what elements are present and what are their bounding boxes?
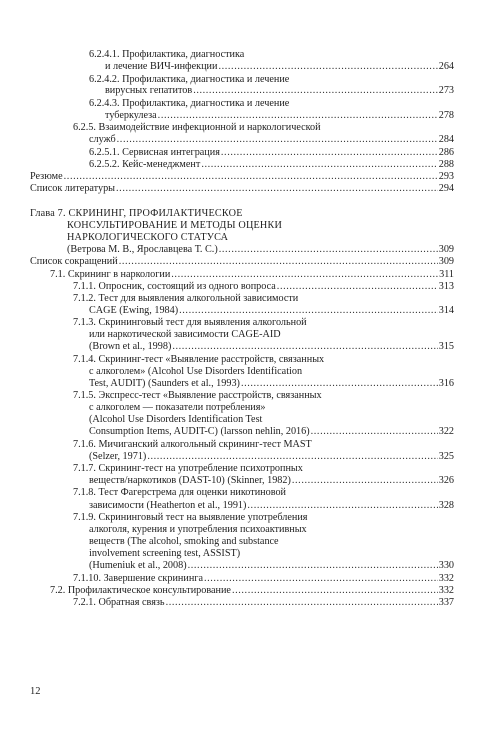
toc-line [89, 341, 454, 352]
toc-entry-title: 7.2.1. Обратная связь [73, 597, 165, 608]
toc-line [89, 134, 454, 145]
toc-page-number: 316 [438, 378, 454, 389]
toc-line: 7.1.2. Тест для выявления алкогольной зависимости [73, 293, 299, 304]
toc-entry-title: Резюме [30, 171, 63, 182]
toc-page-number: 322 [438, 426, 454, 437]
toc-entry-title: Список сокращений [30, 256, 118, 267]
toc-line [89, 159, 454, 170]
dot-leader [204, 573, 438, 584]
toc-entry-title: CAGE (Ewing, 1984) [89, 305, 179, 316]
dot-leader [221, 147, 438, 158]
toc-page-number: 293 [438, 171, 454, 182]
toc-line [89, 475, 454, 486]
toc-entry-title: (Humeniuk et al., 2008) [89, 560, 187, 571]
toc-page-number: 273 [438, 85, 454, 96]
toc-page-number: 294 [438, 183, 454, 194]
toc-page-number: 328 [438, 500, 454, 511]
toc-line [73, 281, 454, 292]
dot-leader [116, 183, 438, 194]
toc-page-number: 314 [438, 305, 454, 316]
toc-line [89, 426, 454, 437]
toc-page-number: 337 [438, 597, 454, 608]
dot-leader [219, 244, 438, 255]
toc-page-number: 264 [438, 61, 454, 72]
toc-entry-title: (Ветрова М. В., Ярославцева Т. С.) [67, 244, 218, 255]
toc-line: 6.2.4.3. Профилактика, диагностика и лечение [89, 98, 290, 109]
dot-leader [292, 475, 438, 486]
toc-entry-title: служб [89, 134, 116, 145]
toc-line: 7.1.3. Скрининговый тест для выявления алкогольной [73, 317, 307, 328]
toc-entry-title: и лечение ВИЧ-инфекции [105, 61, 218, 72]
dot-leader [64, 171, 438, 182]
toc-line [73, 573, 454, 584]
toc-page-number: 325 [438, 451, 454, 462]
toc-entry-title: 7.1.1. Опросник, состоящий из одного вопроса [73, 281, 276, 292]
dot-leader [241, 378, 438, 389]
toc-line: веществ (The alcohol, smoking and substance [89, 536, 279, 547]
toc-entry-title: 7.1.10. Завершение скрининга [73, 573, 203, 584]
dot-leader [201, 159, 437, 170]
dot-leader [247, 500, 437, 511]
toc-entry-title: 6.2.5.2. Кейс-менеджмент [89, 159, 201, 170]
toc-line: Глава 7. СКРИНИНГ, ПРОФИЛАКТИЧЕСКОЕ [30, 208, 243, 219]
toc-line [89, 451, 454, 462]
toc-page-number: 309 [438, 244, 454, 255]
toc-page-number: 311 [439, 269, 454, 280]
toc-line: с алкоголем — показатели потребления» [89, 402, 266, 413]
toc-line [105, 85, 454, 96]
toc-line [89, 378, 454, 389]
toc-page-number: 330 [438, 560, 454, 571]
dot-leader [193, 85, 438, 96]
toc-page-number: 288 [438, 159, 454, 170]
toc-line: или наркотической зависимости CAGE-AID [89, 329, 281, 340]
page-number: 12 [30, 686, 41, 697]
dot-leader [158, 110, 438, 121]
toc-page-number: 332 [438, 573, 454, 584]
toc-page-number: 286 [438, 147, 454, 158]
toc-line [30, 183, 454, 194]
toc-line: НАРКОЛОГИЧЕСКОГО СТАТУСА [67, 232, 229, 243]
dot-leader [117, 134, 438, 145]
toc-line [50, 269, 454, 280]
toc-entry-title: (Brown et al., 1998) [89, 341, 172, 352]
dot-leader [232, 585, 438, 596]
dot-leader [311, 426, 438, 437]
toc-line [89, 500, 454, 511]
toc-entry-title: Consumption Items, AUDIT-C) (larsson nehlin, 2016) [89, 426, 310, 437]
toc-line [67, 244, 454, 255]
toc-line: 6.2.5. Взаимодействие инфекционной и наркологической [73, 122, 321, 133]
toc-line [89, 560, 454, 571]
toc-page-number: 284 [438, 134, 454, 145]
toc-entry-title: вирусных гепатитов [105, 85, 193, 96]
toc-page-number: 315 [438, 341, 454, 352]
toc-line [73, 597, 454, 608]
toc-line [30, 171, 454, 182]
toc-line: 7.1.9. Скрининговый тест на выявление употребления [73, 512, 308, 523]
toc-line: (Alcohol Use Disorders Identification Test [89, 414, 263, 425]
toc-line: КОНСУЛЬТИРОВАНИЕ И МЕТОДЫ ОЦЕНКИ [67, 220, 283, 231]
dot-leader [179, 305, 438, 316]
toc-entry-title: (Selzer, 1971) [89, 451, 147, 462]
toc-page-number: 278 [438, 110, 454, 121]
dot-leader [188, 560, 438, 571]
toc-line [50, 585, 454, 596]
dot-leader [119, 256, 438, 267]
toc-line: 7.1.5. Экспресс-тест «Выявление расстройств, связанных [73, 390, 322, 401]
toc-entry-title: 6.2.5.1. Сервисная интеграция [89, 147, 220, 158]
toc-line: с алкоголем» (Alcohol Use Disorders Identification [89, 366, 303, 377]
toc-entry-title: Список литературы [30, 183, 116, 194]
toc-entry-title: веществ/наркотиков (DAST-10) (Skinner, 1982) [89, 475, 291, 486]
toc-line: 6.2.4.2. Профилактика, диагностика и лечение [89, 74, 290, 85]
toc-page-number: 326 [438, 475, 454, 486]
toc-line: алкоголя, курения и употребления психоактивных [89, 524, 307, 535]
dot-leader [171, 269, 438, 280]
dot-leader [166, 597, 438, 608]
toc-line: 7.1.4. Скрининг-тест «Выявление расстройств, связанных [73, 354, 325, 365]
toc-line: 7.1.6. Мичиганский алкогольный скрининг-тест MAST [73, 439, 312, 450]
toc-page-number: 309 [438, 256, 454, 267]
toc-line [30, 256, 454, 267]
dot-leader [218, 61, 437, 72]
toc-entry-title: зависимости (Heatherton et al., 1991) [89, 500, 247, 511]
dot-leader [147, 451, 437, 462]
toc-line: involvement screening test, ASSIST) [89, 548, 241, 559]
dot-leader [277, 281, 438, 292]
toc-entry-title: туберкулеза [105, 110, 157, 121]
toc-page-number: 313 [438, 281, 454, 292]
toc-line: 7.1.7. Скрининг-тест на употребление психотропных [73, 463, 303, 474]
toc-line: 6.2.4.1. Профилактика, диагностика [89, 49, 245, 60]
toc-line: 7.1.8. Тест Фагерстрема для оценки никотиновой [73, 487, 286, 498]
toc-entry-title: 7.1. Скрининг в наркологии [50, 269, 171, 280]
toc-line [89, 305, 454, 316]
toc-page-number: 332 [438, 585, 454, 596]
dot-leader [172, 341, 437, 352]
toc-line [105, 110, 454, 121]
toc-entry-title: Test, AUDIT) (Saunders et al., 1993) [89, 378, 240, 389]
toc-entry-title: 7.2. Профилактическое консультирование [50, 585, 231, 596]
toc-line [89, 147, 454, 158]
toc-line [105, 61, 454, 72]
